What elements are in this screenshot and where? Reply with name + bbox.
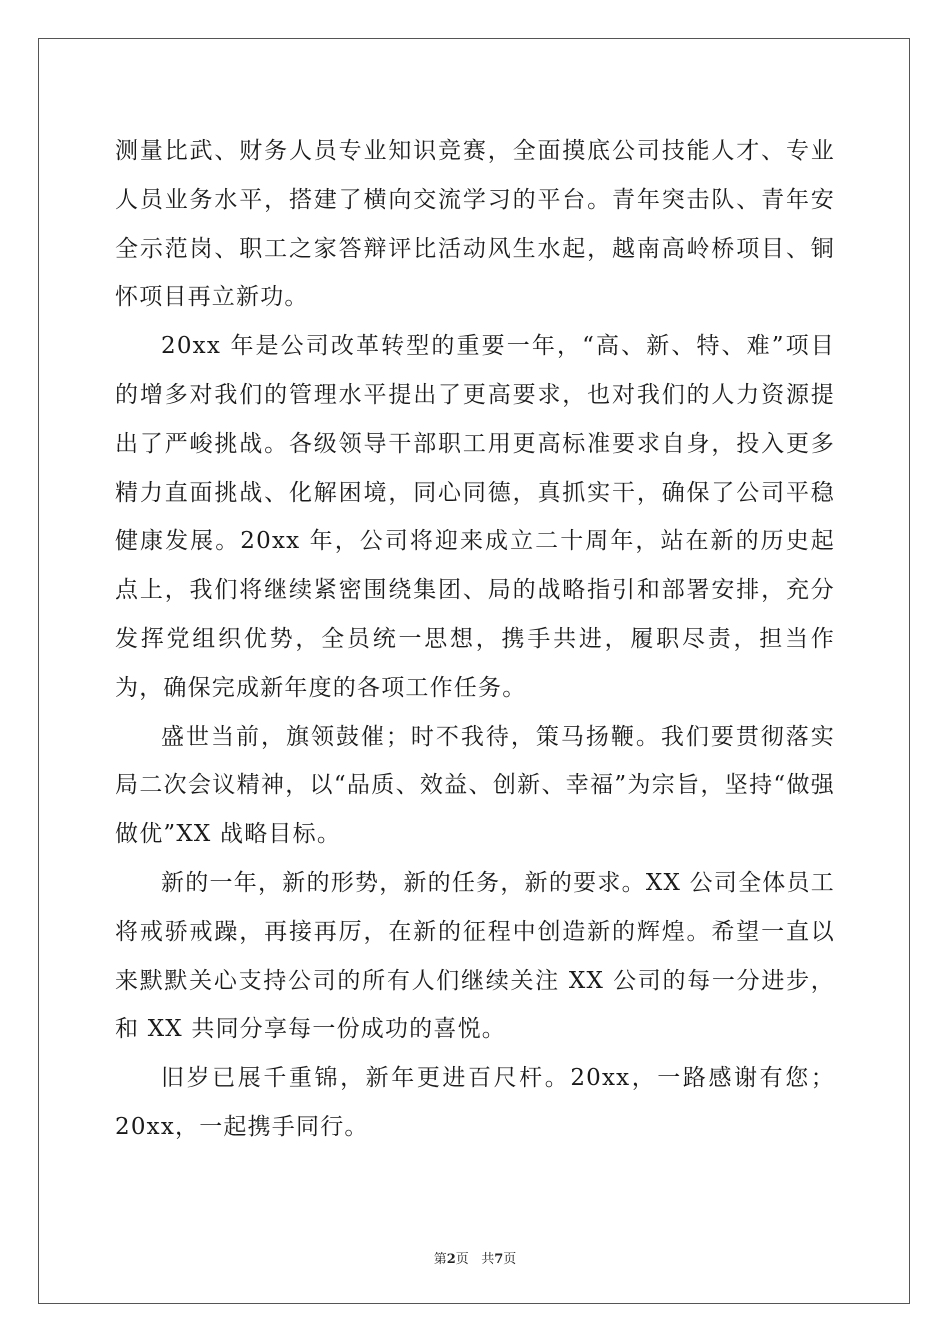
page-total: 共7页	[481, 1252, 517, 1267]
paragraph-1: 测量比武、财务人员专业知识竞赛，全面摸底公司技能人才、专业人员业务水平，搭建了横向交流学习的平台。青年突击队、青年安全示范岗、职工之家答辩评比活动风生水起，越南高岭桥项目、铜怀项目再立新功。	[115, 138, 835, 311]
paragraph-5: 旧岁已展千重锦，新年更进百尺杆。20xx，一路感谢有您；20xx，一起携手同行。	[115, 1065, 835, 1140]
page-footer	[0, 1248, 950, 1267]
page-number: 第2页	[433, 1252, 469, 1267]
paragraph-3: 盛世当前，旗领鼓催；时不我待，策马扬鞭。我们要贯彻落实局二次会议精神，以“品质、效益、创新、幸福”为宗旨，坚持“做强做优”XX 战略目标。	[115, 723, 835, 848]
document-body	[115, 127, 835, 1152]
paragraph-4: 新的一年，新的形势，新的任务，新的要求。XX 公司全体员工将戒骄戒躁，再接再厉，在新的征程中创造新的辉煌。希望一直以来默默关心支持公司的所有人们继续关注 XX 公司的每一分进步，和 XX 共同分享每一份成功的喜悦。	[115, 869, 835, 1043]
paragraph-2: 20xx 年是公司改革转型的重要一年，“高、新、特、难”项目的增多对我们的管理水平提出了更高要求，也对我们的人力资源提出了严峻挑战。各级领导干部职工用更高标准要求自身，投入更多精力直面挑战、化解困境，同心同德，真抓实干，确保了公司平稳健康发展。20xx 年，公司将迎来成立二十周年，站在新的历史起点上，我们将继续紧密围绕集团、局的战略指引和部署安排，充分发挥党组织优势，全员统一思想，携手共进，履职尽责，担当作为，确保完成新年度的各项工作任务。	[115, 333, 835, 701]
